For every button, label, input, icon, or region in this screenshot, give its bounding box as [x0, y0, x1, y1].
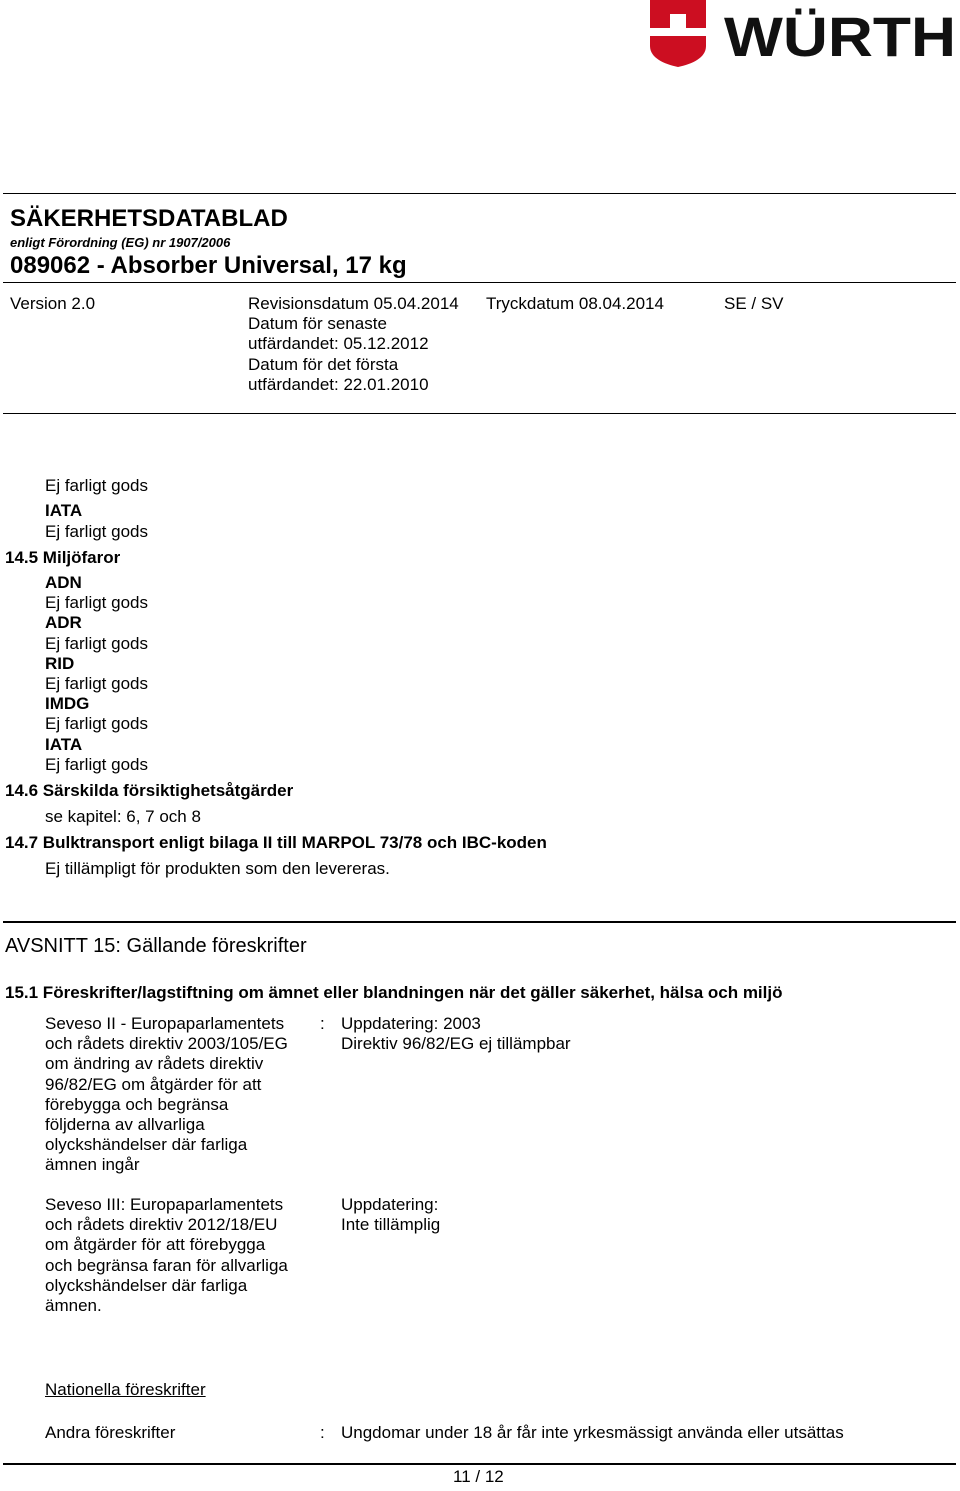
- wurth-logo-mark: [648, 0, 960, 70]
- seveso-3-label: [45, 1195, 288, 1316]
- print-date: Tryckdatum 08.04.2014: [486, 294, 664, 313]
- header-mid-rule: [3, 282, 956, 283]
- seveso-2-label-line: förebygga och begränsa: [45, 1094, 229, 1114]
- seveso-3-label-line: och rådets direktiv 2012/18/EU: [45, 1215, 278, 1235]
- doc-title: SÄKERHETSDATABLAD: [10, 205, 288, 232]
- section-15-1-heading: 15.1 Föreskrifter/lagstiftning om ämnet eller blandningen när det gäller säkerhet, hälsa och miljö: [5, 983, 783, 1002]
- other-regulations-label: Andra föreskrifter: [45, 1423, 176, 1442]
- revision-line: Datum för det första: [248, 354, 399, 374]
- seveso-3-label-line: Seveso III: Europaparlamentets: [45, 1195, 284, 1214]
- svg-text:WÜRTH: WÜRTH: [724, 5, 956, 68]
- other-regulations-separator: :: [320, 1423, 325, 1442]
- transport-mode-label: ADN: [45, 573, 82, 592]
- seveso-3-label-line: om åtgärder för att förebygga: [45, 1235, 266, 1255]
- revision-line: Revisionsdatum 05.04.2014: [248, 294, 459, 313]
- seveso-2-label-line: 96/82/EG om åtgärder för att: [45, 1074, 262, 1094]
- seveso-2-label: [45, 1014, 288, 1176]
- transport-value: Ej farligt gods: [45, 754, 148, 774]
- seveso-2-label-line: ämnen ingår: [45, 1155, 140, 1175]
- bulk-transport-text: Ej tillämpligt för produkten som den levereras.: [45, 859, 390, 878]
- regulation-subtitle: enligt Förordning (EG) nr 1907/2006: [10, 235, 231, 250]
- seveso-2-separator: :: [320, 1014, 325, 1033]
- other-regulations-value: Ungdomar under 18 år får inte yrkesmässigt använda eller utsättas: [341, 1423, 844, 1442]
- section-14-7-heading: 14.7 Bulktransport enligt bilaga II till MARPOL 73/78 och IBC-koden: [5, 833, 547, 852]
- seveso-3-value-line: Uppdatering:: [341, 1195, 439, 1214]
- seveso-2-label-line: Seveso II - Europaparlamentets: [45, 1014, 285, 1033]
- national-regulations-heading: Nationella föreskrifter: [45, 1380, 206, 1399]
- transport-value: Ej farligt gods: [45, 633, 148, 653]
- transport-mode-label: RID: [45, 653, 75, 673]
- seveso-2-label-line: om ändring av rådets direktiv: [45, 1054, 264, 1074]
- page-number: 11 / 12: [453, 1467, 504, 1486]
- header-top-rule: [3, 193, 956, 194]
- special-precautions-text: se kapitel: 6, 7 och 8: [45, 807, 201, 826]
- revision-line: Datum för senaste: [248, 314, 387, 334]
- seveso-3-label-line: ämnen.: [45, 1296, 102, 1316]
- transport-value: Ej farligt gods: [45, 522, 148, 541]
- revision-line: utfärdandet: 05.12.2012: [248, 334, 429, 354]
- seveso-2-value-line: Uppdatering: 2003: [341, 1014, 481, 1033]
- version-label: Version 2.0: [10, 294, 96, 313]
- transport-value: Ej farligt gods: [45, 593, 148, 613]
- locale-label: SE / SV: [724, 294, 784, 313]
- seveso-2-value: [341, 1014, 571, 1054]
- env-hazards-list: [45, 573, 148, 775]
- seveso-2-label-line: och rådets direktiv 2003/105/EG: [45, 1034, 288, 1054]
- revision-block: [248, 294, 459, 395]
- transport-mode-label: IATA: [45, 501, 83, 520]
- seveso-2-label-line: olyckshändelser där farliga: [45, 1135, 248, 1155]
- seveso-2-value-line: Direktiv 96/82/EG ej tillämpbar: [341, 1034, 571, 1054]
- transport-mode-label: ADR: [45, 613, 82, 633]
- seveso-3-label-line: och begränsa faran för allvarliga: [45, 1255, 288, 1275]
- transport-value: Ej farligt gods: [45, 476, 148, 495]
- transport-mode-label: IMDG: [45, 694, 90, 714]
- revision-line: utfärdandet: 22.01.2010: [248, 374, 429, 394]
- wurth-logo: [648, 0, 960, 70]
- header-bottom-rule: [3, 413, 956, 414]
- section-14-6-heading: 14.6 Särskilda försiktighetsåtgärder: [5, 781, 294, 800]
- seveso-2-label-line: följderna av allvarliga: [45, 1115, 205, 1135]
- section-14-5-heading: 14.5 Miljöfaror: [5, 548, 121, 567]
- product-title: 089062 - Absorber Universal, 17 kg: [10, 252, 407, 279]
- transport-value: Ej farligt gods: [45, 674, 148, 694]
- transport-value: Ej farligt gods: [45, 714, 148, 734]
- transport-mode-label: IATA: [45, 734, 83, 754]
- section-15-title: AVSNITT 15: Gällande föreskrifter: [5, 935, 307, 957]
- seveso-3-label-line: olyckshändelser där farliga: [45, 1275, 248, 1295]
- seveso-3-value-line: Inte tillämplig: [341, 1215, 441, 1235]
- section-15-rule: [3, 921, 956, 923]
- seveso-3-value: [341, 1195, 440, 1235]
- footer-rule: [3, 1463, 956, 1465]
